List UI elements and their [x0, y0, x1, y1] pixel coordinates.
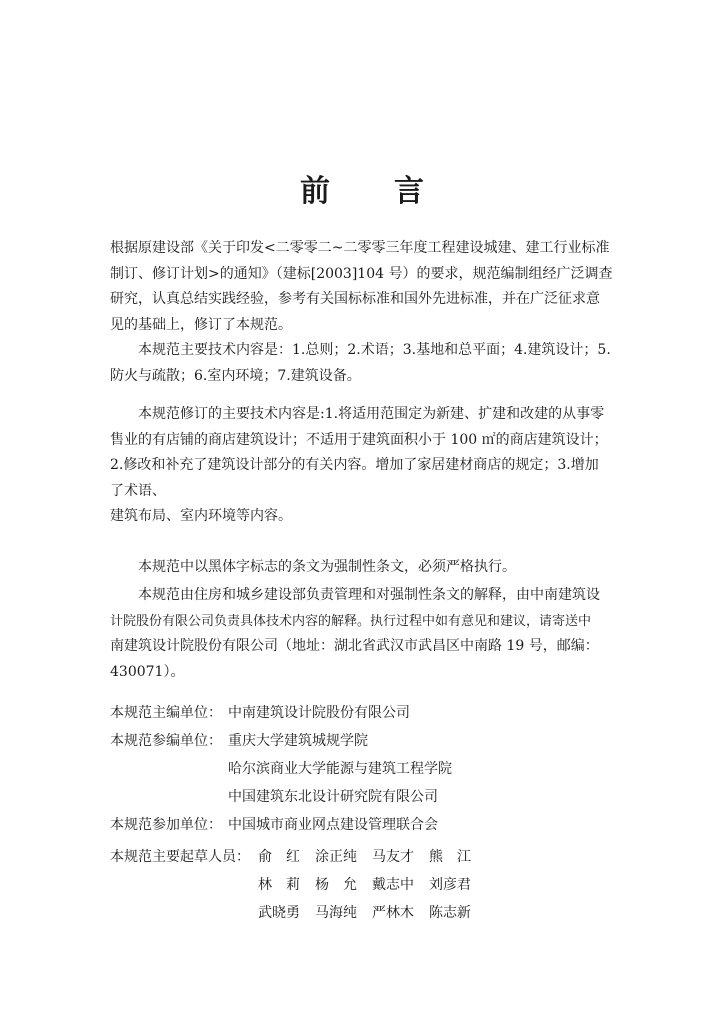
text-line: 本规范修订的主要技术内容是:1.将适用范围定为新建、扩建和改建的从事零	[138, 406, 605, 422]
participating-unit-row	[110, 755, 452, 783]
title-char-1: 前	[300, 174, 330, 209]
drafters-list	[110, 843, 486, 927]
text-line: 本规范由住房和城乡建设部负责管理和对强制性条文的解释，由中南建筑设	[138, 587, 600, 603]
drafter-name: 涂正纯	[315, 849, 357, 865]
participating-unit-label: 本规范参编单位：	[110, 733, 222, 749]
drafters-row	[110, 843, 486, 871]
drafter-name: 陈志新	[429, 905, 471, 921]
paragraph-4	[110, 555, 616, 581]
text-line: 计院股份有限公司负责具体技术内容的解释。执行过程中如有意见和建议，请寄送中	[110, 613, 592, 629]
drafter-name: 马海纯	[315, 905, 357, 921]
participating-unit-value: 重庆大学建筑城规学院	[228, 733, 368, 749]
text-line: 建筑布局、室内环境等内容。	[110, 508, 292, 524]
drafter-name: 武晓勇	[258, 905, 300, 921]
text-line: 2.修改和补充了建筑设计部分的有关内容。增加了家居建材商店的规定；3.增加	[110, 457, 599, 473]
drafter-name: 马友才	[372, 849, 414, 865]
text-line: 430071）。	[110, 663, 185, 680]
drafter-name: 杨 允	[315, 877, 357, 893]
page-title	[0, 166, 724, 210]
chief-unit-row	[110, 699, 452, 727]
drafter-name: 严林木	[372, 905, 414, 921]
compiling-units	[110, 699, 452, 839]
text-line: 根据原建设部《关于印发<二零零二~二零零三年度工程建设城建、建工行业标准	[110, 240, 610, 256]
text-line: 本规范主要技术内容是：1.总则；2.术语；3.基地和总平面；4.建筑设计；5.	[138, 342, 611, 358]
participating-unit-value: 中国建筑东北设计研究院有限公司	[228, 789, 438, 805]
drafters-row	[110, 899, 486, 927]
title-char-2: 言	[394, 174, 424, 209]
text-line: 了术语、	[110, 482, 166, 499]
drafter-name: 熊 江	[429, 849, 471, 865]
participating-unit-value: 哈尔滨商业大学能源与建筑工程学院	[228, 761, 452, 777]
drafters-label: 本规范主要起草人员：	[110, 849, 250, 865]
participating-unit-row	[110, 783, 452, 811]
drafter-name: 俞 红	[258, 849, 300, 865]
joining-unit-label: 本规范参加单位：	[110, 817, 222, 833]
text-line: 防火与疏散；6.室内环境；7.建筑设备。	[110, 367, 361, 384]
drafter-name: 刘彦君	[429, 877, 471, 893]
paragraph-5	[110, 583, 616, 685]
drafters-row	[110, 871, 486, 899]
text-line: 见的基础上，修订了本规范。	[110, 316, 292, 333]
paragraph-1	[110, 236, 616, 338]
chief-unit-value: 中南建筑设计院股份有限公司	[228, 705, 410, 721]
chief-unit-label: 本规范主编单位：	[110, 705, 222, 721]
text-line: 南建筑设计院股份有限公司（地址：湖北省武汉市武昌区中南路 19 号，邮编：	[110, 638, 599, 654]
joining-unit-row	[110, 811, 452, 839]
drafter-name: 林 莉	[258, 877, 300, 893]
paragraph-2	[110, 338, 616, 389]
joining-unit-value: 中国城市商业网点建设管理联合会	[228, 817, 438, 833]
text-line: 研究，认真总结实践经验，参考有关国标标准和国外先进标准，并在广泛征求意	[110, 291, 600, 307]
text-line: 制订、修订计划>的通知》（建标[2003]104 号）的要求，规范编制组经广泛调查	[110, 265, 613, 282]
participating-unit-row	[110, 727, 452, 755]
text-line: 售业的有店铺的商店建筑设计；不适用于建筑面积小于 100 ㎡的商店建筑设计；	[110, 431, 608, 448]
paragraph-3	[110, 402, 616, 530]
drafter-name: 戴志中	[372, 877, 414, 893]
text-line: 本规范中以黑体字标志的条文为强制性条文，必须严格执行。	[138, 559, 516, 575]
